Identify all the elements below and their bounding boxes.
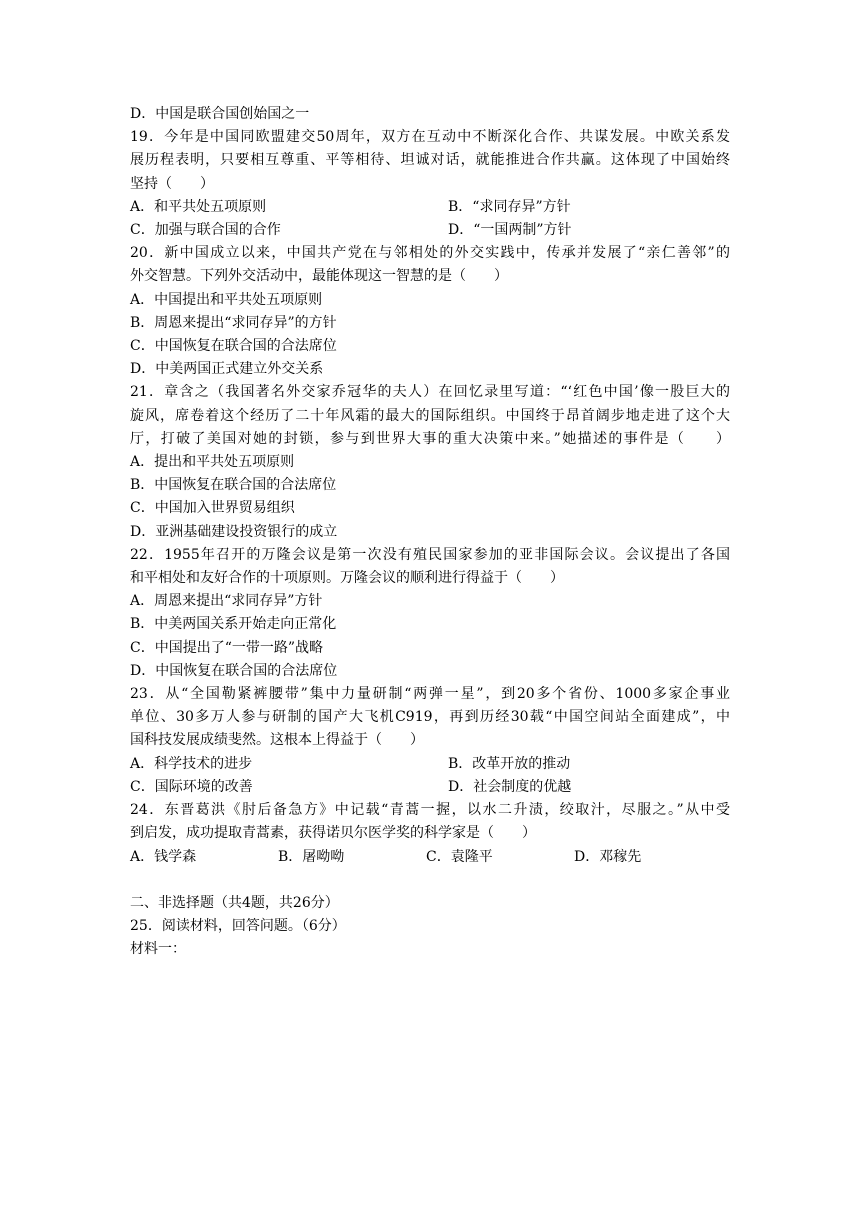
option-c: C．袁隆平	[426, 848, 493, 865]
option-b: B．中美两国关系开始走向正常化	[130, 616, 337, 633]
question-21-stem: 旋风，席卷着这个经历了二十年风霜的最大的国际组织。中国终于昂首阔步地走进了这个大	[130, 407, 730, 424]
option-d: D．中美两国正式建立外交关系	[130, 361, 324, 378]
section-gap	[130, 869, 730, 892]
option-d: D．中国恢复在联合国的合法席位	[130, 662, 338, 679]
option-d: D．亚洲基础建设投资银行的成立	[130, 523, 338, 540]
option-a: A．提出和平共处五项原则	[130, 454, 295, 471]
section-heading: 二、非选择题（共4题，共26分）	[130, 894, 339, 911]
option-d: D．邓稼先	[574, 848, 642, 865]
question-19-stem: 坚持（ ）	[130, 175, 214, 192]
option-d: D．“一国两制”方针	[448, 222, 572, 239]
option-b: B．中国恢复在联合国的合法席位	[130, 477, 337, 494]
option-line: D．中国是联合国创始国之一	[130, 106, 310, 122]
exam-content	[130, 103, 730, 961]
question-19-options-row	[130, 219, 730, 242]
option-b: B．“求同存异”方针	[448, 198, 571, 215]
question-23-stem: 国科技发展成绩斐然。这根本上得益于（ ）	[130, 732, 424, 749]
option-c: C．中国提出了“一带一路”战略	[130, 639, 324, 656]
question-23-stem: 单位、30多万人参与研制的国产大飞机C919，再到历经30载“中国空间站全面建成”，中	[130, 709, 730, 726]
question-21-stem: 厅，打破了美国对她的封锁，参与到世界大事的重大决策中来。”她描述的事件是（ ）	[130, 430, 730, 447]
material-label: 材料一：	[130, 941, 186, 958]
question-19-options-row	[130, 196, 730, 219]
question-24-stem: 到启发，成功提取青蒿素，获得诺贝尔医学奖的科学家是（ ）	[130, 825, 536, 842]
question-22-stem: 22．1955年召开的万隆会议是第一次没有殖民国家参加的亚非国际会议。会议提出了各国	[130, 546, 730, 563]
option-a: A．科学技术的进步	[130, 755, 253, 772]
option-c: C．国际环境的改善	[130, 778, 253, 795]
question-23-options-row	[130, 753, 730, 776]
question-20-stem: 20．新中国成立以来，中国共产党在与邻相处的外交实践中，传承并发展了“亲仁善邻”的	[130, 245, 730, 262]
question-21-stem: 21．章含之（我国著名外交家乔冠华的夫人）在回忆录里写道：“‘红色中国’像一股巨大的	[130, 384, 730, 401]
option-c: C．加强与联合国的合作	[130, 222, 281, 239]
option-b: B．周恩来提出“求同存异”的方针	[130, 314, 337, 331]
question-19-stem: 19．今年是中国同欧盟建交50周年，双方在互动中不断深化合作、共谋发展。中欧关系发	[130, 129, 730, 146]
question-20-stem: 外交智慧。下列外交活动中，最能体现这一智慧的是（ ）	[130, 268, 508, 285]
option-a: A．钱学森	[130, 848, 197, 865]
option-b: B．改革开放的推动	[448, 755, 571, 772]
question-25-stem: 25．阅读材料，回答问题。（6分）	[130, 917, 346, 934]
question-22-stem: 和平相处和友好合作的十项原则。万隆会议的顺利进行得益于（ ）	[130, 570, 564, 587]
option-a: A．周恩来提出“求同存异”方针	[130, 593, 323, 610]
question-24-stem: 24．东晋葛洪《肘后备急方》中记载“青蒿一握，以水二升渍，绞取汁，尽服之。”从中受	[130, 802, 730, 819]
question-23-options-row	[130, 776, 730, 799]
question-23-stem: 23．从“全国勒紧裤腰带”集中力量研制“两弹一星”，到20多个省份、1000多家企事业	[130, 686, 730, 703]
option-a: A．中国提出和平共处五项原则	[130, 291, 323, 308]
question-19-stem: 展历程表明，只要相互尊重、平等相待、坦诚对话，就能推进合作共赢。这体现了中国始终	[130, 152, 730, 169]
option-d: D．社会制度的优越	[448, 778, 572, 795]
option-c: C．中国加入世界贸易组织	[130, 500, 295, 517]
option-c: C．中国恢复在联合国的合法席位	[130, 338, 337, 355]
option-b: B．屠呦呦	[278, 848, 345, 865]
option-a: A．和平共处五项原则	[130, 198, 267, 215]
question-24-options-row	[130, 846, 730, 869]
